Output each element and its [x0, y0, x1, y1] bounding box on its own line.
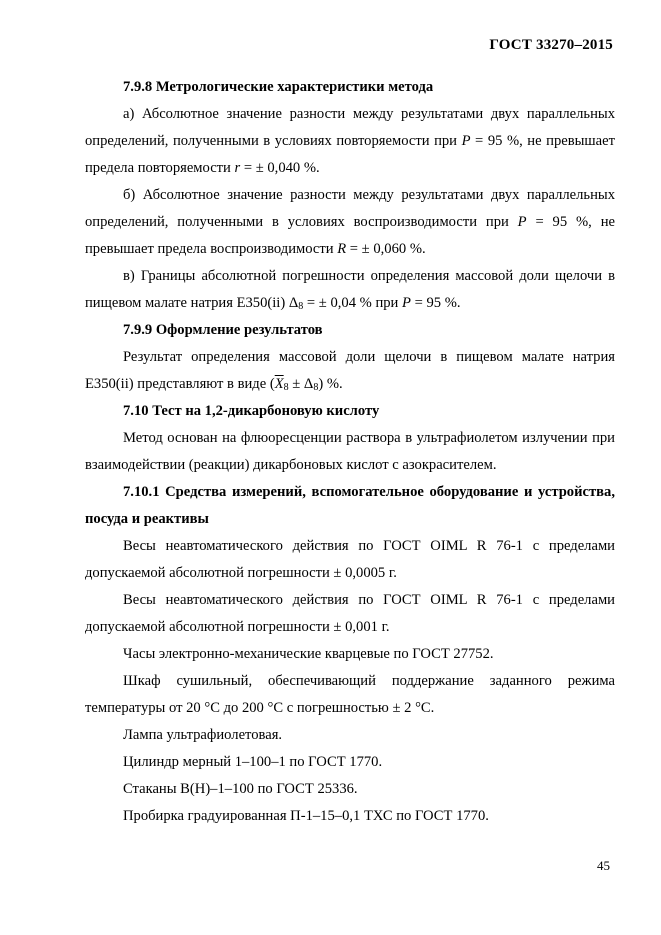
- paragraph-c: [85, 263, 615, 317]
- symbol-p: P: [517, 214, 527, 230]
- section-heading-7-9-9: 7.9.9 Оформление результатов: [123, 322, 323, 338]
- x-subscript: 8: [283, 382, 289, 393]
- list-item: Стаканы В(Н)–1–100 по ГОСТ 25336.: [123, 781, 358, 797]
- paragraph-results-text: Результат определения массовой доли щелочи в пищевом малате натрия Е350(ii) представляют в виде (: [85, 349, 615, 392]
- symbol-x-bar: $\overline{X}$: [274, 376, 284, 392]
- paragraph-results: [85, 344, 615, 398]
- symbol-r: r: [234, 160, 241, 176]
- list-item: Лампа ультрафиолетовая.: [123, 727, 283, 743]
- list-item: Пробирка градуированная П-1–15–0,1 ТХС по ГОСТ 1770.: [123, 808, 489, 824]
- list-item: Цилиндр мерный 1–100–1 по ГОСТ 1770.: [123, 754, 383, 770]
- document-code: ГОСТ 33270–2015: [489, 37, 613, 53]
- paragraph-c-text: в) Границы абсолютной погрешности определения массовой доли щелочи в пищевом малате натрия Е350(ii) Δ: [85, 268, 615, 311]
- list-item: Часы электронно-механические кварцевые по ГОСТ 27752.: [123, 646, 494, 662]
- section-heading-7-10: 7.10 Тест на 1,2-дикарбоновую кислоту: [123, 403, 380, 419]
- delta-subscript: 8: [298, 301, 304, 312]
- list-item: Весы неавтоматического действия по ГОСТ OIML R 76-1 с пределами допускаемой абсолютной погрешности ± 0,001 г.: [85, 592, 615, 635]
- paragraph-results-tail: ) %.: [318, 376, 343, 392]
- paragraph-b-text: б) Абсолютное значение разности между результатами двух параллельных определений, полученными в условиях воспроизводимости при: [85, 187, 615, 230]
- paragraph-b-tail-2: = ± 0,060 %.: [346, 241, 426, 257]
- symbol-p: P: [402, 295, 411, 311]
- section-heading-7-9-8: 7.9.8 Метрологические характеристики метода: [123, 79, 434, 95]
- symbol-p: P: [461, 133, 471, 149]
- list-item: Шкаф сушильный, обеспечивающий поддержание заданного режима температуры от 20 °С до 200 °С с погрешностью ± 2 °С.: [85, 673, 615, 716]
- symbol-R: R: [337, 241, 347, 257]
- page-number: 45: [597, 858, 610, 873]
- plus-minus-delta: ± Δ: [288, 376, 314, 392]
- paragraph-a-tail-1: = 95 %, не превышает предела повторяемости: [85, 133, 615, 176]
- delta-subscript: 8: [313, 382, 319, 393]
- page-content: [85, 74, 615, 830]
- list-item: Весы неавтоматического действия по ГОСТ OIML R 76-1 с пределами допускаемой абсолютной погрешности ± 0,0005 г.: [85, 538, 615, 581]
- paragraph-a-text: а) Абсолютное значение разности между результатами двух параллельных определений, полученными в условиях повторяемости при: [85, 106, 615, 149]
- paragraph-a: [85, 101, 615, 182]
- section-heading-7-10-1: 7.10.1 Средства измерений, вспомогательное оборудование и устройства, посуда и реактивы: [85, 484, 615, 527]
- paragraph-a-tail-2: = ± 0,040 %.: [240, 160, 320, 176]
- paragraph-b: [85, 182, 615, 263]
- paragraph-c-tail-2: = 95 %.: [410, 295, 461, 311]
- paragraph-method: Метод основан на флюоресценции раствора в ультрафиолетом излучении при взаимодействии (реакции) дикарбоновых кислот с азокрасителем.: [85, 430, 615, 473]
- paragraph-b-tail-1: = 95 %, не превышает предела воспроизводимости: [85, 214, 615, 257]
- paragraph-c-tail-1: = ± 0,04 % при: [303, 295, 403, 311]
